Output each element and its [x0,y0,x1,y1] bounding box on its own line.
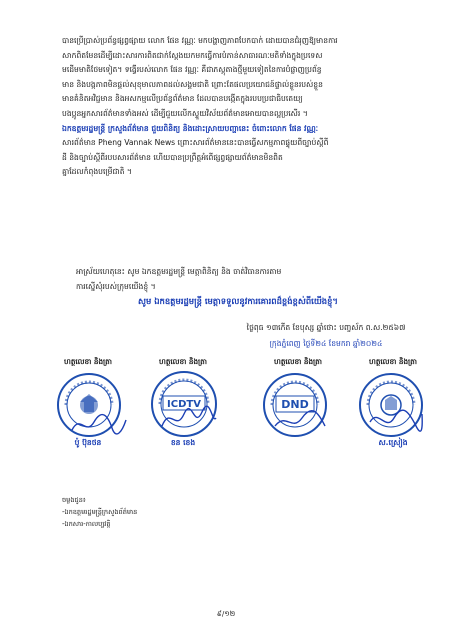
body-line: បានប្រើប្រាស់ប្រព័ន្ធផ្សព្វផ្សាយ លោក ផែន វណ្ណៈ មកបង្ហាញភាពបែកបាក់ ដោយបានជំរុញឱ្យមានការ [62,36,338,45]
body-paragraph-1 [62,34,414,180]
signature-scribble [68,410,128,438]
body-line: បងប្អូនអ្នកសារព័ត៌មានទាំងអស់ ដើម្បីជួយលើកស្ទួយវិស័យព័ត៌មានអោយបានល្អប្រសើរ ។ [62,108,308,118]
signature-scribble [160,404,218,434]
signature-label: ហត្ថលេខា និងត្រា [369,357,417,366]
signature-label: ហត្ថលេខា និងត្រា [64,357,112,366]
carbon-copy-line: -ឯកសារ-កាលប្បវត្តិ [62,520,111,528]
lunar-date: ថ្ងៃពុធ ១៣កើត ខែបុស្ស ឆ្នាំថោះ បញ្ចស័ក ព.ស.២៥៦៧ [246,323,406,332]
signature-scribble [366,406,424,434]
body-paragraph-2 [62,265,414,294]
body-line: មាន និងបង្កភាពមិនផ្ដល់សុខុមាលភាពដល់សង្គមជាតិ ព្រោះតែផលប្រយោជន៍ផ្ទាល់ខ្លួនរបស់ខ្លួន [62,79,323,89]
body-line: សាកពិតមែនដើម្បីដោះសារការពិតជាក់ស្តែងយកមកធ្វើការបំភាន់សាធារណៈមតិទាំងក្នុងប្រទេស [62,50,323,60]
body-line: ការស្នើសុំរបស់ក្រុមយើងខ្ញុំ ។ [76,281,156,291]
signatory-name: ខន ខេង [170,438,196,447]
svg-text:ICDTV: ICDTV [167,399,201,410]
signature-scribble [272,408,328,434]
body-line: អាស្រ័យហេតុនេះ សូម ឯកឧត្តមរដ្ឋមន្ត្រី មេត្តាពិនិត្យ និង ចាត់វិធានការតាម [76,267,282,276]
body-line: មដើមមាតិថែមទៀត។ ទង្វើរបស់លោក ផែន វណ្ណៈ គឺជាភស្តុតាងថ្មីមួយទៀតនៃការបំផ្លាញប្រព័ន្ធ [62,65,322,75]
body-line: សារព័ត៌មាន Pheng Vannak News ព្រោះសារព័ត៌មាននេះបានធ្វើសកម្មភាពផ្ទុយពីច្បាប់ស្តីពី [62,138,329,148]
signatory-name: ស.ស្រៀង [378,438,408,447]
signatory-name: ប៉ូ ប៊ុនថន [74,438,102,447]
body-line: ដី និងច្បាប់ស្តីពីរបបសារព័ត៌មាន ហើយបានប្រព្រឹត្តអំពើផ្សព្វផ្សាយព័ត៌មានមិនពិត [62,152,283,162]
svg-text:DND: DND [281,398,309,411]
signature-label: ហត្ថលេខា និងត្រា [274,357,322,366]
closing-plea: សូម ឯកឧត្តមរដ្ឋមន្ត្រី មេត្តាទទួលនូវការគោរពដ៏ខ្ពង់ខ្ពស់ពីយើងខ្ញុំ។ [138,296,338,306]
solar-date: ក្រុងភ្នំពេញ ថ្ងៃទី២៤ ខែមករា ឆ្នាំ២០២៤ [269,339,383,348]
body-line: គ្នាដែលកំពុងបម្រើជាតិ ។ [62,167,132,177]
body-line: មានគំនិតអវិជ្ជមាន និងអសកម្មលើប្រព័ន្ធព័ត៌មាន ដែលបានបង្កើតក្នុងរបបប្រជាធិបតេយ្យ [62,94,303,104]
body-line: ឯកឧត្តមរដ្ឋមន្ត្រី ក្រសួងព័ត៌មាន ជួយពិនិត្យ និងដោះស្រាយបញ្ហានេះ ចំពោះលោក ផែន វណ្ណៈ [62,123,319,133]
signature-label: ហត្ថលេខា និងត្រា [159,357,207,366]
page-number: ៩/១២ [216,609,236,618]
carbon-copy-title: ចម្លងជូន៖ [62,496,86,504]
carbon-copy-line: -ឯកឧត្តមរដ្ឋមន្ត្រីក្រសួងព័ត៌មាន [62,508,138,516]
